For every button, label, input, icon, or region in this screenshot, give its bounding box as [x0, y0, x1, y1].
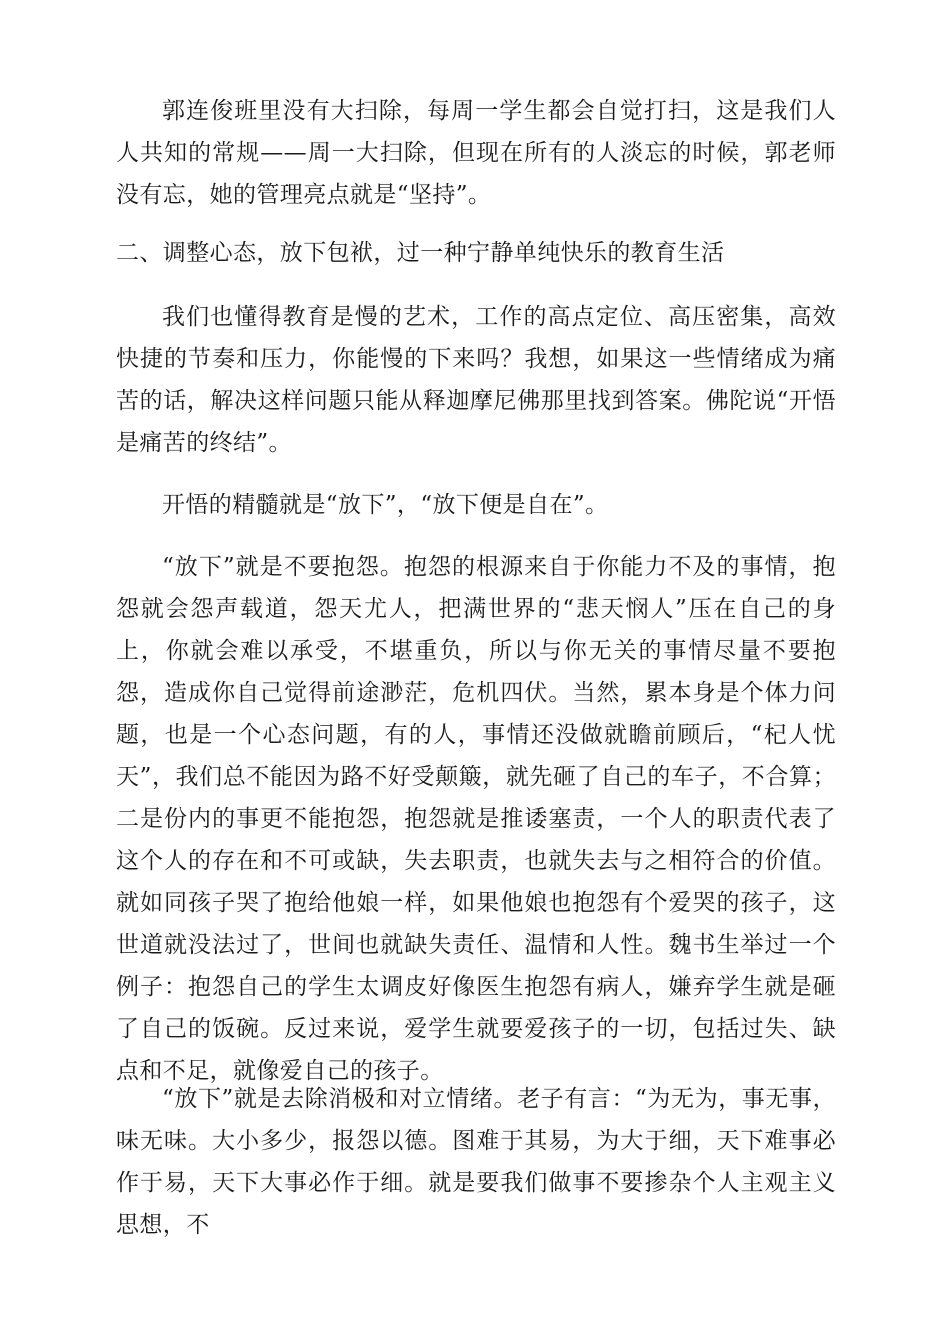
paragraph-essence-of-enlightenment: 开悟的精髓就是“放下”，“放下便是自在”。 [162, 492, 609, 518]
paragraph-let-go-negative-emotions: “放下”就是去除消极和对立情绪。老子有言：“为无为，事无事，味无味。大小多少，报怨以德。图难于其易，为大于细，天下难事必作于易，天下大事必作于细。就是要我们做事不要掺杂个人主观主义思想，不 [116, 1086, 836, 1238]
paragraph-slow-art-of-education: 我们也懂得教育是慢的艺术，工作的高点定位、高压密集，高效快捷的节奏和压力，你能慢的下来吗？我想，如果这一些情绪成为痛苦的话，解决这样问题只能从释迦摩尼佛那里找到答案。佛陀说“开悟是痛苦的终结”。 [116, 304, 836, 456]
paragraph-let-go-no-complaining: “放下”就是不要抱怨。抱怨的根源来自于你能力不及的事情，抱怨就会怨声载道，怨天尤人，把满世界的“悲天悯人”压在自己的身上，你就会难以承受，不堪重负，所以与你无关的事情尽量不要抱怨，造成你自己觉得前途渺茫，危机四伏。当然，累本身是个体力问题，也是一个心态问题，有的人，事情还没做就瞻前顾后，“杞人忧天”，我们总不能因为路不好受颠簸，就先砸了自己的车子，不合算；二是份内的事更不能抱怨，抱怨就是推诿塞责，一个人的职责代表了这个人的存在和不可或缺，失去职责，也就失去与之相符合的价值。就如同孩子哭了抱给他娘一样，如果他娘也抱怨有个爱哭的孩子，这世道就没法过了，世间也就缺失责任、温情和人性。魏书生举过一个例子：抱怨自己的学生太调皮好像医生抱怨有病人，嫌弃学生就是砸了自己的饭碗。反过来说，爱学生就要爱孩子的一切，包括过失、缺点和不足，就像爱自己的孩子。 [116, 554, 836, 1084]
section-heading-2: 二、调整心态，放下包袱，过一种宁静单纯快乐的教育生活 [116, 240, 725, 266]
paragraph-guo-lianjun-cleaning: 郭连俊班里没有大扫除，每周一学生都会自觉打扫，这是我们人人共知的常规——周一大扫除，但现在所有的人淡忘的时候，郭老师没有忘，她的管理亮点就是“坚持”。 [116, 98, 836, 208]
